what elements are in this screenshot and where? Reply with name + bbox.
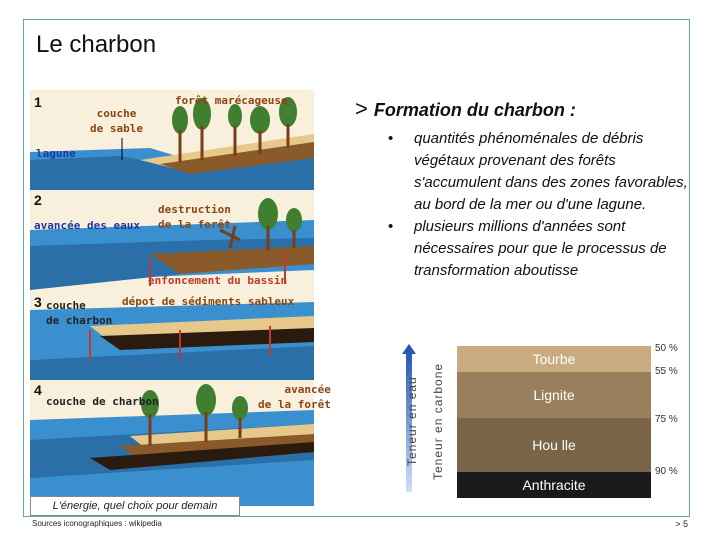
bullet-list — [388, 128, 688, 282]
label-avancee-foret: avancée de la forêt — [258, 383, 331, 411]
heading-text: Formation du charbon : — [373, 100, 576, 120]
page-number: > 5 — [675, 519, 688, 529]
section-heading — [355, 96, 576, 122]
axis-label-carbon: Teneur en carbone — [431, 362, 445, 480]
band-anthracite: Anthracite — [457, 472, 651, 498]
band-tourbe: Tourbe — [457, 346, 651, 372]
heading-marker: > — [355, 96, 368, 121]
band-lignite: Lignite — [457, 372, 651, 418]
illustration-step-1 — [30, 90, 314, 190]
coal-rank-bands — [457, 346, 651, 498]
bullet-item — [388, 216, 688, 282]
sources-note: Sources iconographiques : wikipedia — [32, 519, 162, 528]
slide-title: Le charbon — [36, 31, 157, 58]
label-couche-de-charbon-4: couche de charbon — [46, 395, 159, 408]
bullet-dot: • — [388, 130, 394, 147]
label-enfoncement-bassin: enfoncement du bassin — [148, 274, 288, 287]
step-1-number: 1 — [34, 94, 42, 110]
pct-55: 55 % — [655, 366, 678, 377]
coal-formation-illustration — [30, 90, 331, 506]
step-4-number: 4 — [34, 382, 42, 398]
band-houille: Hou lle — [457, 418, 651, 472]
label-avancee-des-eaux: avancée des eaux — [34, 219, 140, 232]
step-3-number: 3 — [34, 294, 42, 310]
caption: L'énergie, quel choix pour demain — [30, 496, 240, 516]
bullet-dot: • — [388, 218, 394, 235]
label-couche-de-sable: couche de sable — [90, 107, 143, 135]
label-depot-sediments: dépot de sédiments sableux — [122, 295, 295, 308]
axis-label-water: Teneur en eau — [405, 376, 419, 466]
bullet-item — [388, 128, 688, 216]
pct-75: 75 % — [655, 414, 678, 425]
pct-90: 90 % — [655, 466, 678, 477]
illustration-step-2 — [30, 190, 314, 290]
step-2-number: 2 — [34, 192, 42, 208]
bullet-text: quantités phénoménales de débris végétaux provenant des forêts s'accumulent dans des zones favorables, au bord de la mer ou d'une lagune. — [414, 130, 688, 213]
pct-50: 50 % — [655, 343, 678, 354]
label-couche-de-charbon-3: couche de charbon — [46, 299, 113, 327]
illustration-step-3 — [30, 290, 314, 380]
label-foret-marecageuse: forêt marécageuse — [175, 94, 288, 107]
label-destruction-foret: destruction de la forêt — [158, 203, 231, 231]
bullet-text: plusieurs millions d'années sont nécessaires pour que le processus de transformation aboutisse — [414, 218, 667, 279]
label-lagune: lagune — [36, 147, 76, 160]
illustration-step-4 — [30, 380, 331, 506]
